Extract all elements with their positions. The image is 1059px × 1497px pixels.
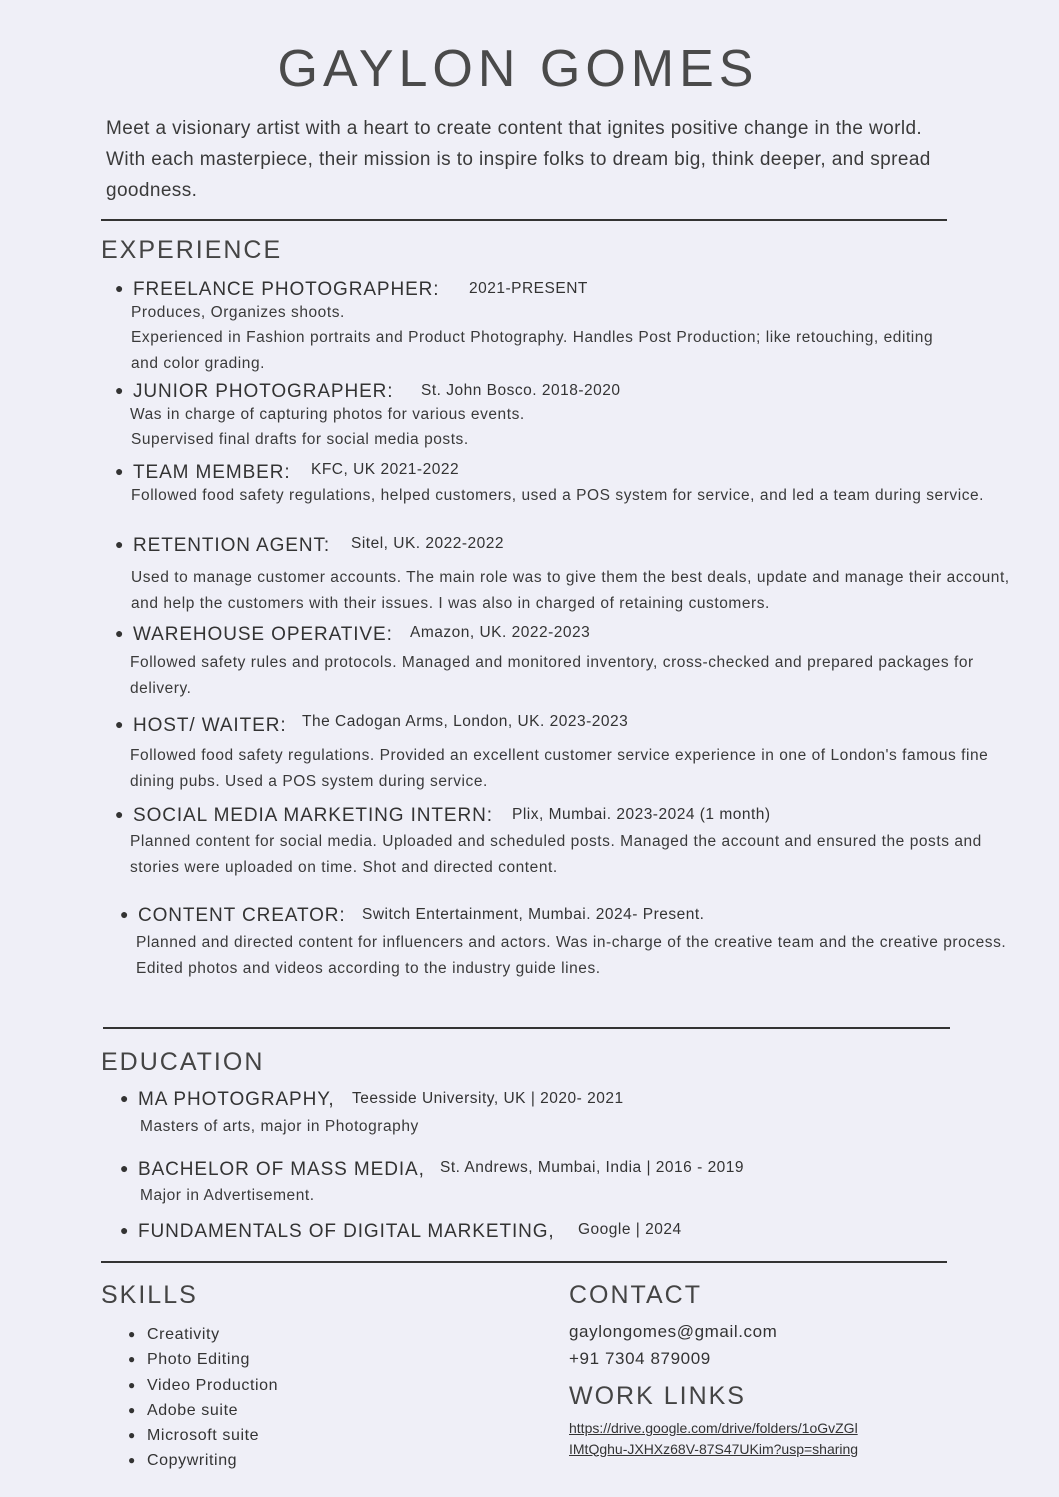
- job-meta: Switch Entertainment, Mumbai. 2024- Present.: [362, 906, 705, 923]
- job-title: ● SOCIAL MEDIA MARKETING INTERN:: [115, 805, 493, 826]
- education-meta: Teesside University, UK | 2020- 2021: [352, 1090, 624, 1107]
- divider-education: [101, 1261, 947, 1263]
- job-description: Followed food safety regulations, helped customers, used a POS system for service, and led a team during service.: [131, 487, 985, 504]
- skill-item: ● Photo Editing: [128, 1347, 278, 1372]
- skills-list: [128, 1322, 278, 1474]
- job-description: Planned content for social media. Uploaded and scheduled posts. Managed the account and ensured the posts and stories were uploaded on time. Shot and directed content.: [130, 833, 982, 876]
- job-description: Was in charge of capturing photos for various events.: [130, 406, 525, 423]
- candidate-name: GAYLON GOMES: [277, 40, 759, 98]
- contact-phone[interactable]: +91 7304 879009: [569, 1349, 711, 1368]
- profile-summary: Meet a visionary artist with a heart to create content that ignites positive change in the world. With each masterpiece, their mission is to inspire folks to dream big, think deeper, and spread goodness.: [106, 118, 931, 201]
- skills-heading: SKILLS: [101, 1281, 198, 1309]
- contact-email[interactable]: gaylongomes@gmail.com: [569, 1322, 778, 1341]
- job-title: ● CONTENT CREATOR:: [120, 905, 346, 926]
- bullet-icon: ●: [120, 1222, 130, 1238]
- job-title: ● TEAM MEMBER:: [115, 462, 291, 483]
- job-meta: KFC, UK 2021-2022: [311, 461, 460, 478]
- bullet-icon: ●: [115, 382, 125, 398]
- job-description: Produces, Organizes shoots.: [131, 304, 345, 321]
- skill-item: ● Video Production: [128, 1373, 278, 1398]
- bullet-icon: ●: [128, 1453, 136, 1468]
- job-description: Used to manage customer accounts. The main role was to give them the best deals, update and manage their account, and help the customers with their issues. I was also in charged of retaining customers.: [131, 569, 1010, 612]
- education-heading: EDUCATION: [101, 1048, 265, 1076]
- bullet-icon: ●: [115, 536, 125, 552]
- job-description: Supervised final drafts for social media posts.: [131, 431, 469, 448]
- job-title: ● FREELANCE PHOTOGRAPHER:: [115, 279, 440, 300]
- work-links-heading: WORK LINKS: [569, 1382, 746, 1410]
- bullet-icon: ●: [128, 1352, 136, 1367]
- education-title: ● MA PHOTOGRAPHY,: [120, 1089, 335, 1110]
- job-title: ● WAREHOUSE OPERATIVE:: [115, 624, 393, 645]
- education-meta: St. Andrews, Mumbai, India | 2016 - 2019: [440, 1159, 745, 1176]
- bullet-icon: ●: [115, 280, 125, 296]
- bullet-icon: ●: [128, 1428, 136, 1443]
- job-meta: St. John Bosco. 2018-2020: [421, 382, 621, 399]
- job-title: ● RETENTION AGENT:: [115, 535, 331, 556]
- job-meta: Sitel, UK. 2022-2022: [351, 535, 505, 552]
- job-title: ● HOST/ WAITER:: [115, 715, 287, 736]
- bullet-icon: ●: [128, 1377, 136, 1392]
- bullet-icon: ●: [120, 1160, 130, 1176]
- job-meta: Plix, Mumbai. 2023-2024 (1 month): [512, 806, 771, 823]
- skill-item: ● Microsoft suite: [128, 1423, 278, 1448]
- bullet-icon: ●: [128, 1327, 136, 1341]
- job-meta: The Cadogan Arms, London, UK. 2023-2023: [302, 713, 629, 730]
- bullet-icon: ●: [120, 1090, 130, 1106]
- education-meta: Google | 2024: [578, 1221, 682, 1238]
- education-title: ● BACHELOR OF MASS MEDIA,: [120, 1159, 425, 1180]
- contact-heading: CONTACT: [569, 1281, 702, 1309]
- bullet-icon: ●: [120, 906, 130, 922]
- job-meta: 2021-PRESENT: [469, 280, 588, 297]
- experience-heading: EXPERIENCE: [101, 236, 283, 264]
- portfolio-link[interactable]: https://drive.google.com/drive/folders/1oGvZGlIMtQghu-JXHXz68V-87S47UKim?usp=sharing: [569, 1420, 859, 1457]
- job-description: Followed safety rules and protocols. Managed and monitored inventory, cross-checked and prepared packages for delivery.: [130, 654, 974, 697]
- bullet-icon: ●: [115, 716, 125, 732]
- bullet-icon: ●: [115, 625, 125, 641]
- skill-item: ● Copywriting: [128, 1448, 278, 1473]
- bullet-icon: ●: [115, 463, 125, 479]
- divider-experience: [103, 1027, 950, 1029]
- job-description: Experienced in Fashion portraits and Product Photography. Handles Post Production; like retouching, editing and color grading.: [131, 329, 934, 372]
- job-meta: Amazon, UK. 2022-2023: [410, 624, 591, 641]
- education-detail: Major in Advertisement.: [140, 1187, 315, 1204]
- job-description: Followed food safety regulations. Provided an excellent customer service experience in one of London's famous fine dining pubs. Used a POS system during service.: [130, 747, 989, 790]
- bullet-icon: ●: [115, 806, 125, 822]
- skill-item: ● Creativity: [128, 1322, 278, 1347]
- skill-item: ● Adobe suite: [128, 1398, 278, 1423]
- job-description: Planned and directed content for influencers and actors. Was in-charge of the creative team and the creative process. Edited photos and videos according to the industry guide lines.: [136, 934, 1007, 977]
- job-title: ● JUNIOR PHOTOGRAPHER:: [115, 381, 394, 402]
- divider-top: [101, 219, 947, 221]
- education-detail: Masters of arts, major in Photography: [140, 1118, 419, 1135]
- education-title: ● FUNDAMENTALS OF DIGITAL MARKETING,: [120, 1221, 555, 1242]
- bullet-icon: ●: [128, 1402, 136, 1417]
